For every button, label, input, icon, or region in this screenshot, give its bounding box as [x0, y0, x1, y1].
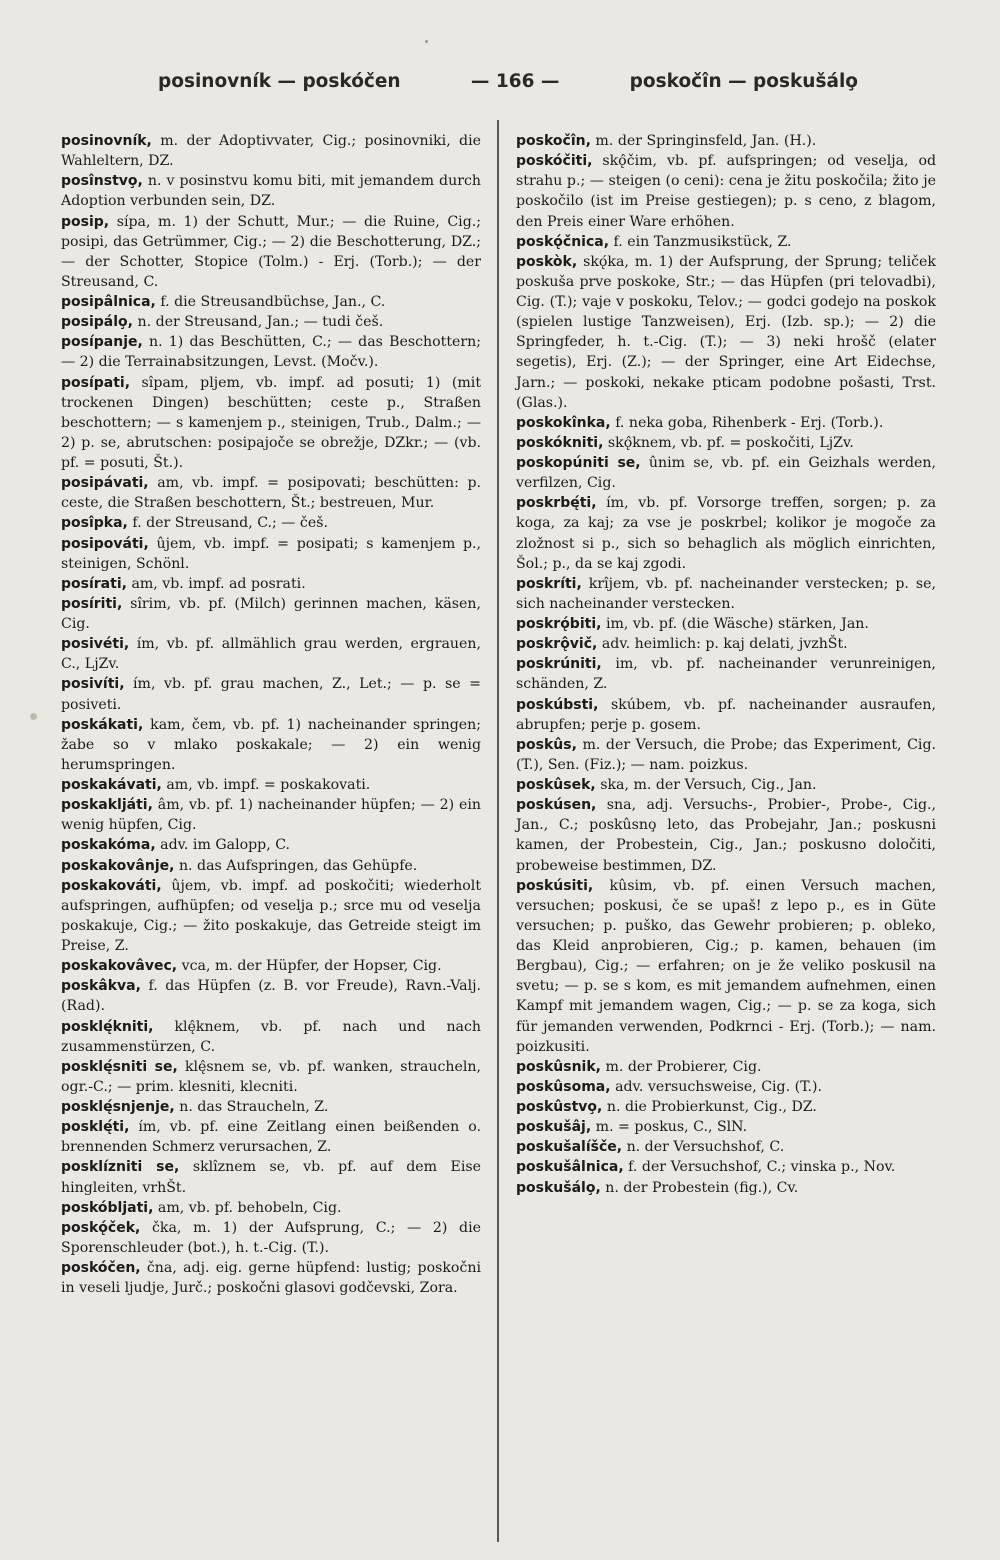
dictionary-entry — [61, 574, 481, 594]
entry-definition: n. v posinstvu komu biti, mit jemandem durch Adoption verbunden sein, DZ. — [61, 173, 481, 210]
entry-headword: poskrbę́ti, — [516, 495, 597, 512]
speck-mark — [425, 40, 428, 43]
dictionary-entry — [516, 574, 936, 614]
entry-headword: posírati, — [61, 575, 127, 592]
entry-definition: skǫ̂knem, vb. pf. = poskočiti, LjZv. — [607, 434, 854, 451]
entry-headword: posíriti, — [61, 595, 123, 612]
entry-definition: sípa, m. 1) der Schutt, Mur.; — die Ruine, Cig.; posipi, das Getrümmer, Cig.; — 2) die Beschotterung, DZ.; — der Schotter, Stopice (Tolm.) - Erj. (Torb.); — der Streusand, C. — [61, 213, 482, 290]
entry-headword: poskrǫ́biti, — [516, 616, 602, 632]
entry-headword: poskúsiti, — [516, 877, 594, 894]
entry-definition: m. der Springinsfeld, Jan. (H.). — [595, 133, 817, 149]
entry-definition: ûnim se, vb. pf. ein Geizhals werden, verfilzen, Cig. — [516, 455, 937, 492]
entry-headword: poskǫ́čnica, — [516, 233, 610, 250]
dictionary-entry — [516, 614, 936, 634]
dictionary-entry — [516, 634, 936, 654]
dictionary-entry — [61, 775, 481, 795]
entry-definition: ím, vb. pf. grau machen, Z., Let.; — p. se = posiveti. — [61, 676, 481, 713]
entry-headword: poskakávati, — [61, 777, 162, 793]
dictionary-entry — [516, 131, 936, 151]
entry-definition: n. 1) das Beschütten, C.; — das Beschottern; — 2) die Terrainabsitzungen, Levst. (Močv.). — [61, 334, 481, 371]
entry-definition: skǫ̂čim, vb. pf. aufspringen; od veselja, od strahu p.; — steigen (o ceni): cena je žitu poskočila; žito je poskočilo (ist im Preise gestiegen); p. s ceno, z blagom, den Preis einer Ware erhöhen. — [516, 153, 937, 230]
dictionary-entry — [61, 1117, 481, 1157]
entry-headword: posklę́sniti se, — [61, 1058, 178, 1075]
entry-definition: m. der Adoptivvater, Cig.; posinovniki, die Wahleltern, DZ. — [61, 133, 481, 170]
entry-definition: skúbem, vb. pf. nacheinander ausraufen, abrupfen; perje p. gosem. — [516, 696, 937, 733]
dictionary-entry — [61, 1218, 481, 1258]
entry-definition: kam, čem, vb. pf. 1) nacheinander springen; žabe so v mlako poskakale; — 2) ein wenig herumspringen. — [61, 716, 481, 773]
entry-definition: am, vb. impf. = posipovati; beschütten: p. ceste, die Straßen beschottern, Št.; bestreuen, Mur. — [61, 475, 482, 512]
entry-headword: posklízniti se, — [61, 1159, 180, 1176]
entry-definition: f. der Streusand, C.; — češ. — [132, 515, 328, 532]
entry-headword: poskakljáti, — [61, 797, 153, 814]
dictionary-entry — [61, 715, 481, 775]
dictionary-entry — [61, 171, 481, 211]
entry-headword: posipâlnica, — [61, 294, 156, 310]
entry-headword: posklę́snjenje, — [61, 1099, 175, 1115]
entry-headword: poskakovâvec, — [61, 958, 178, 975]
entry-definition: m. der Versuch, die Probe; das Experiment, Cig. (T.), Sen. (Fiz.); — nam. poizkus. — [516, 736, 936, 773]
page-number: — 166 — — [470, 70, 560, 92]
dictionary-entry — [516, 413, 936, 433]
margin-blot — [30, 713, 37, 720]
entry-headword: posînstvo̧, — [61, 173, 143, 190]
dictionary-entry — [61, 1097, 481, 1117]
entry-headword: poskrǫ̂vič, — [516, 636, 598, 653]
dictionary-entry — [61, 1198, 481, 1218]
entry-definition: f. ein Tanzmusikstück, Z. — [613, 233, 792, 250]
entry-headword: poskûstvo̧, — [516, 1099, 603, 1115]
dictionary-entry — [61, 835, 481, 855]
dictionary-entry — [516, 1057, 936, 1077]
entry-headword: poskakováti, — [61, 877, 162, 894]
entry-headword: posípati, — [61, 374, 131, 391]
entry-headword: poskočîn, — [516, 133, 591, 149]
entry-headword: poskakovânje, — [61, 857, 175, 874]
entry-headword: poskušalíšče, — [516, 1139, 623, 1156]
entry-definition: n. der Streusand, Jan.; — tudi češ. — [137, 314, 384, 331]
entry-definition: im, vb. pf. nacheinander verunreinigen, schänden, Z. — [516, 656, 936, 693]
dictionary-entry — [516, 1117, 936, 1137]
entry-definition: f. neka goba, Rihenberk - Erj. (Torb.). — [615, 414, 884, 431]
entry-definition: vca, m. der Hüpfer, der Hopser, Cig. — [181, 958, 442, 975]
dictionary-entry — [516, 252, 936, 413]
entry-headword: posipováti, — [61, 535, 149, 552]
dictionary-entry — [61, 513, 481, 533]
dictionary-entry — [516, 795, 936, 876]
entry-headword: posklę́kniti, — [61, 1018, 154, 1035]
dictionary-entry — [61, 594, 481, 634]
entry-headword: poskòk, — [516, 253, 578, 270]
left-column — [61, 131, 481, 1298]
entry-definition: ûjem, vb. impf. ad poskočiti; wiederholt aufspringen, aufhüpfen; od veselja p.; srce mu od veselja poskakuje, Cig.; — žito poskakuje, das Getreide steigt im Preise, Z. — [61, 877, 481, 954]
entry-headword: poskríti, — [516, 575, 582, 592]
entry-headword: poskákati, — [61, 716, 144, 733]
dictionary-entry — [61, 956, 481, 976]
entry-definition: ím, vb. pf. Vorsorge treffen, sorgen; p. za koga, za kaj; za vse je poskrbel; kolikor je mogoče za zložnost si p., sich so behaglich als möglich einrichten, Šol.; p., da se kaj zgodi. — [516, 495, 937, 572]
entry-definition: adv. versuchsweise, Cig. (T.). — [615, 1078, 822, 1095]
right-column — [516, 131, 936, 1198]
entry-headword: poskúsen, — [516, 797, 597, 814]
entry-headword: posipálo̧, — [61, 314, 133, 331]
entry-definition: sîpam, pljem, vb. impf. ad posuti; 1) (mit trockenen Dingen) beschütten; ceste p., Straßen beschottern; — s kamenjem p., steinigen, Trub., Dalm.; — 2) p. se, abrutschen: posipajoče se obrežje, DZkr.; — (vb. pf. = posuti, Št.). — [61, 374, 481, 471]
dictionary-entry — [61, 634, 481, 674]
dictionary-entry — [516, 232, 936, 252]
entry-headword: poskušâj, — [516, 1119, 592, 1136]
entry-definition: ûjem, vb. impf. = posipati; s kamenjem p., steinigen, Schönl. — [61, 535, 481, 572]
entry-definition: klę̂snem se, vb. pf. wanken, straucheln, ogr.-C.; — prim. klesniti, klecniti. — [61, 1058, 481, 1095]
dictionary-entry — [61, 1057, 481, 1097]
dictionary-entry — [516, 1137, 936, 1157]
dictionary-entry — [516, 493, 936, 574]
entry-headword: posip, — [61, 213, 110, 230]
entry-headword: poskóčen, — [61, 1260, 141, 1276]
dictionary-entry — [516, 876, 936, 1057]
entry-headword: poskóbljati, — [61, 1199, 154, 1216]
dictionary-entry — [61, 312, 481, 332]
entry-headword: posîpka, — [61, 515, 128, 532]
entry-headword: poskóčiti, — [516, 153, 593, 170]
entry-definition: m. der Probierer, Cig. — [605, 1058, 762, 1075]
entry-headword: poskopúniti se, — [516, 455, 641, 471]
dictionary-entry — [61, 1258, 481, 1298]
entry-definition: im, vb. pf. (die Wäsche) stärken, Jan. — [605, 616, 869, 632]
entry-headword: poskúbsti, — [516, 696, 599, 713]
entry-headword: poskrúniti, — [516, 656, 602, 673]
entry-definition: kûsim, vb. pf. einen Versuch machen, versuchen; poskusi, če se upaš! z lepo p., es in Güte versuchen; p. puško, das Gewehr probieren; p. obleko, das Kleid anprobieren, Cig.; p. kamen, behauen (im Bergbau), Cig.; — erfahren; on je že veliko poskusil na svetu; — p. se s kom, es mit jemandem aufnehmen, einen Kampf mit jemandem wagen, Cig.; — p. se za koga, sich für jemanden verwenden, Podkrnci - Erj. (Torb.); — nam. poizkusiti. — [516, 877, 937, 1055]
entry-definition: krîjem, vb. pf. nacheinander verstecken; p. se, sich nacheinander verstecken. — [516, 575, 936, 612]
entry-definition: adv. heimlich: p. kaj delati, jvzhŠt. — [601, 636, 848, 653]
entry-headword: posipávati, — [61, 475, 149, 492]
entry-definition: f. das Hüpfen (z. B. vor Freude), Ravn.-Valj. (Rad). — [61, 978, 482, 1015]
dictionary-entry — [516, 735, 936, 775]
entry-definition: n. der Probestein (fig.), Cv. — [605, 1179, 799, 1196]
dictionary-entry — [61, 332, 481, 372]
dictionary-entry — [516, 1077, 936, 1097]
entry-definition: sna, adj. Versuchs-, Probier-, Probe-, Cig., Jan., C.; poskûsno̧ leto, das Probejahr, Jan.; poskusni kamen, der Probestein, Cig., Jan.; poskusno določiti, probeweise bestimmen, DZ. — [516, 797, 937, 874]
dictionary-entry — [516, 775, 936, 795]
entry-definition: sîrim, vb. pf. (Milch) gerinnen machen, käsen, Cig. — [61, 595, 481, 632]
entry-headword: posinovník, — [61, 133, 152, 149]
dictionary-entry — [61, 1157, 481, 1197]
dictionary-entry — [516, 654, 936, 694]
entry-definition: am, vb. pf. behobeln, Cig. — [157, 1199, 342, 1216]
dictionary-entry — [516, 453, 936, 493]
dictionary-entry — [61, 131, 481, 171]
dictionary-entry — [61, 473, 481, 513]
entry-headword: poskǫ́ček, — [61, 1219, 141, 1236]
entry-headword: poskûsnik, — [516, 1058, 601, 1075]
entry-definition: sklîznem se, vb. pf. auf dem Eise hingleiten, vrhŠt. — [61, 1159, 481, 1196]
dictionary-entry — [61, 1017, 481, 1057]
dictionary-entry — [61, 292, 481, 312]
header-left-range: posinovník — poskóčen — [158, 70, 401, 92]
entry-definition: adv. im Galopp, C. — [160, 837, 291, 854]
entry-headword: posklę́ti, — [61, 1119, 130, 1136]
dictionary-entry — [61, 373, 481, 474]
entry-headword: poskušâlnica, — [516, 1159, 624, 1176]
dictionary-entry — [516, 1157, 936, 1177]
entry-headword: posivéti, — [61, 636, 130, 653]
entry-definition: ska, m. der Versuch, Cig., Jan. — [600, 777, 817, 793]
entry-definition: n. das Straucheln, Z. — [179, 1099, 329, 1115]
entry-definition: skǫ́ka, m. 1) der Aufsprung, der Sprung; teliček poskuša prve poskoke, Str.; — das Hüpfen (pri telovadbi), Cig. (T.); vaje v poskoku, Telov.; — godci godejo na poskok (spielen lustige Tanzweisen), Erj. (Izb. sp.); — 2) die Springfeder, h. t.-Cig. (T.); — 3) neki hrošč (elater segetis), Erj. (Z.); — der Springer, eine Art Eidechse, Jarn.; — poskoki, nekake pticam podobne pošasti, Trst. (Glas.). — [516, 253, 936, 411]
entry-definition: f. der Versuchshof, C.; vinska p., Nov. — [628, 1159, 896, 1176]
dictionary-entry — [516, 1097, 936, 1117]
entry-definition: f. die Streusandbüchse, Jan., C. — [160, 294, 386, 310]
entry-definition: n. der Versuchshof, C. — [626, 1139, 785, 1156]
entry-headword: poskušálo̧, — [516, 1179, 601, 1196]
entry-definition: klę̂knem, vb. pf. nach und nach zusammenstürzen, C. — [61, 1018, 482, 1055]
entry-definition: čka, m. 1) der Aufsprung, C.; — 2) die Sporenschleuder (bot.), h. t.-Cig. (T.). — [61, 1219, 481, 1256]
dictionary-entry — [516, 433, 936, 453]
page-header — [158, 66, 858, 96]
entry-definition: ím, vb. pf. eine Zeitlang einen beißenden o. brennenden Schmerz verursachen, Z. — [61, 1119, 481, 1156]
dictionary-entry — [61, 856, 481, 876]
entry-headword: poskâkva, — [61, 978, 141, 995]
dictionary-entry — [516, 695, 936, 735]
entry-definition: âm, vb. pf. 1) nacheinander hüpfen; — 2) ein wenig hüpfen, Cig. — [61, 797, 482, 834]
entry-headword: poskókniti, — [516, 434, 604, 451]
entry-definition: m. = poskus, C., SlN. — [595, 1119, 748, 1136]
entry-definition: am, vb. impf. = poskakovati. — [166, 777, 371, 793]
dictionary-entry — [61, 534, 481, 574]
entry-definition: am, vb. impf. ad posrati. — [131, 575, 306, 592]
entry-headword: posípanje, — [61, 334, 143, 351]
entry-definition: čna, adj. eig. gerne hüpfend: lustig; poskočni in veseli ljudje, Jurč.; poskočni glasovi godčevski, Zora. — [61, 1260, 481, 1297]
entry-headword: poskûs, — [516, 736, 577, 753]
dictionary-entry — [61, 976, 481, 1016]
entry-headword: poskûsoma, — [516, 1078, 611, 1095]
column-divider — [497, 120, 499, 1542]
entry-headword: poskakóma, — [61, 837, 156, 854]
dictionary-entry — [61, 212, 481, 293]
dictionary-entry — [61, 876, 481, 957]
dictionary-entry — [516, 151, 936, 232]
dictionary-entry — [61, 674, 481, 714]
header-right-range: poskočîn — poskušálo̧ — [629, 70, 858, 92]
dictionary-entry — [61, 795, 481, 835]
entry-headword: poskokînka, — [516, 414, 611, 431]
entry-definition: n. das Aufspringen, das Gehüpfe. — [178, 857, 418, 874]
dictionary-entry — [516, 1178, 936, 1198]
entry-headword: poskûsek, — [516, 777, 596, 793]
entry-headword: posivíti, — [61, 676, 125, 693]
entry-definition: n. die Probierkunst, Cig., DZ. — [606, 1099, 817, 1115]
entry-definition: ím, vb. pf. allmählich grau werden, ergrauen, C., LjZv. — [61, 636, 481, 673]
